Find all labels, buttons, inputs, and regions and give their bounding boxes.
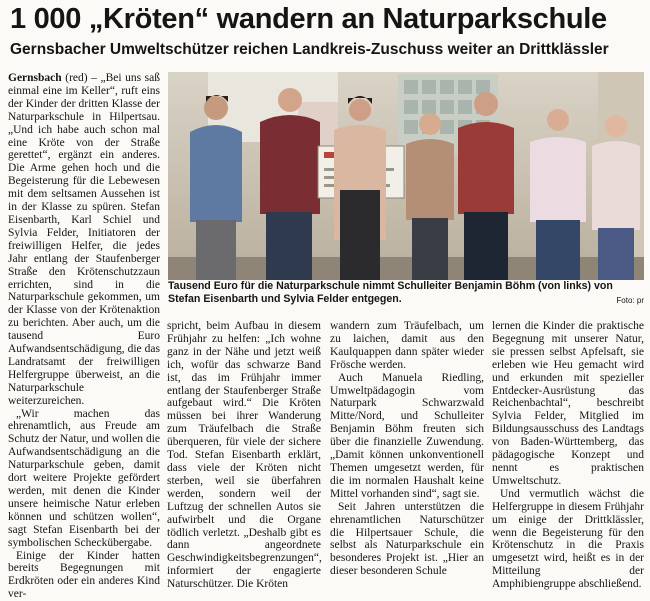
article-column-1	[8, 72, 160, 601]
article-column-3	[330, 320, 484, 578]
caption-text: Tausend Euro für die Naturparkschule nimmt Schulleiter Benjamin Böhm (von links) von Stefan Eisenbarth und Sylvia Felder entgegen.	[168, 280, 613, 305]
subheadline: Gernsbacher Umweltschützer reichen Landkreis-Zuschuss weiter an Drittklässler	[10, 41, 609, 58]
paragraph: Einige der Kinder hatten bereits Begegnungen mit Erdkröten oder ein anderes Kind ver-	[8, 549, 160, 601]
headline: 1 000 „Kröten“ wandern an Naturparkschule	[10, 3, 607, 35]
paragraph: „Wir machen das ehrenamtlich, aus Freude am Schutz der Natur, und wollen die Aufwandsentschädigung an die Naturparkschule geben, damit dort weitere Projekte gefördert werden, mit denen die Kinder unsere heimische Natur erleben können und schützen wollen“, sagt Stefan Eisenbarth bei der symbolischen Scheckübergabe.	[8, 407, 160, 549]
paragraph-text: (red) – „Bei uns saß einmal eine im Keller“, ruft eins der Kinder der dritten Klasse der Naturparkschule in Hilpertsau. „Und ich habe auch schon mal eine Kröte von der Straße gerettet“, ergänzt ein anderes. Die Arme gehen hoch und die Begeisterung für die Lebewesen mit dem seltsamen Aussehen ist in der Klasse zu spüren. Stefan Eisenbarth, Karl Schiel und Sylvia Felder, Initiatoren der freiwilligen Helfer, die jedes Jahr entlang der Staufenberger Straße den Krötenschutzzaun errichten, sind in die Naturparkschule gekommen, um der Klasse von der Krötenaktion zu berichten. Aber auch, um die tausend Euro Aufwandsentschädigung, die das Landratsamt der freiwilligen Helfergruppe überweist, an die Naturparkschule weiterzureichen.	[8, 72, 160, 407]
paragraph	[8, 72, 160, 408]
group-photo-illustration	[168, 72, 644, 280]
dateline: Gernsbach	[8, 72, 62, 84]
photo-caption	[168, 280, 644, 312]
paragraph: spricht, beim Aufbau in diesem Frühjahr zu helfen: „Ich wohne ganz in der Nähe und jetzt weiß ich, wofür das schwarze Band ist, das im Frühjahr immer entlang der Staufenberger Straße aufgebaut wird.“ Die Kröten müssen bei ihrer Wanderung zum Träufelbach die Straße überqueren, für viele der sichere Tod. Stefan Eisenbarth erklärt, dass viele der Kröten nicht sterben, weil sie überfahren werden, sondern weil der Luftzug der schnellen Autos sie aufwirbelt und die Organe tödlich verletzt. „Deshalb gibt es dann angeordnete Geschwindigkeitsbegrenzungen“, informiert der engagierte Naturschützer. Die Kröten	[167, 320, 322, 591]
paragraph: Auch Manuela Riedling, Umweltpädagogin vom Naturpark Schwarzwald Mitte/Nord, und Schulleiter Benjamin Böhm freuten sich über die finanzielle Zuwendung. „Damit können unkonventionell Themen umgesetzt werden, für die im normalen Haushalt keine Mittel vorhanden sind“, sagt sie.	[330, 371, 484, 500]
paragraph: lernen die Kinder die praktische Begegnung mit unserer Natur, sie pressen selbst Apfelsaft, sie erleben wie Heu gemacht wird und erkunden mit spezieller Entdecker-Ausrüstung das Reichenbachtal“, beschreibt Sylvia Felder, Mitglied im Bildungsausschuss des Landtags von Baden-Württemberg, das pädagogische Konzept und nennt es praktischen Umweltschutz.	[492, 320, 644, 487]
paragraph: wandern zum Träufelbach, um zu laichen, damit aus den Kaulquappen dann später wieder Frösche werden.	[330, 320, 484, 371]
article-photo	[168, 72, 644, 280]
article-column-2	[167, 320, 321, 591]
paragraph: Und vermutlich wächst die Helfergruppe in diesem Frühjahr um einige der Drittklässler, wenn die Begeisterung für den Krötenschutz in die Praxis umgesetzt wird, heißt es in der Mitteilung der Amphibiengruppe abschließend.	[492, 487, 644, 591]
paragraph: Seit Jahren unterstützen die ehrenamtlichen Naturschützer die Hilpertsauer Schule, die selbst als Naturparkschule ein besonderes Projekt ist. „Hier an dieser besonderen Schule	[330, 500, 484, 578]
article-column-4	[492, 320, 644, 591]
photo-credit: Foto: pr	[616, 296, 644, 305]
